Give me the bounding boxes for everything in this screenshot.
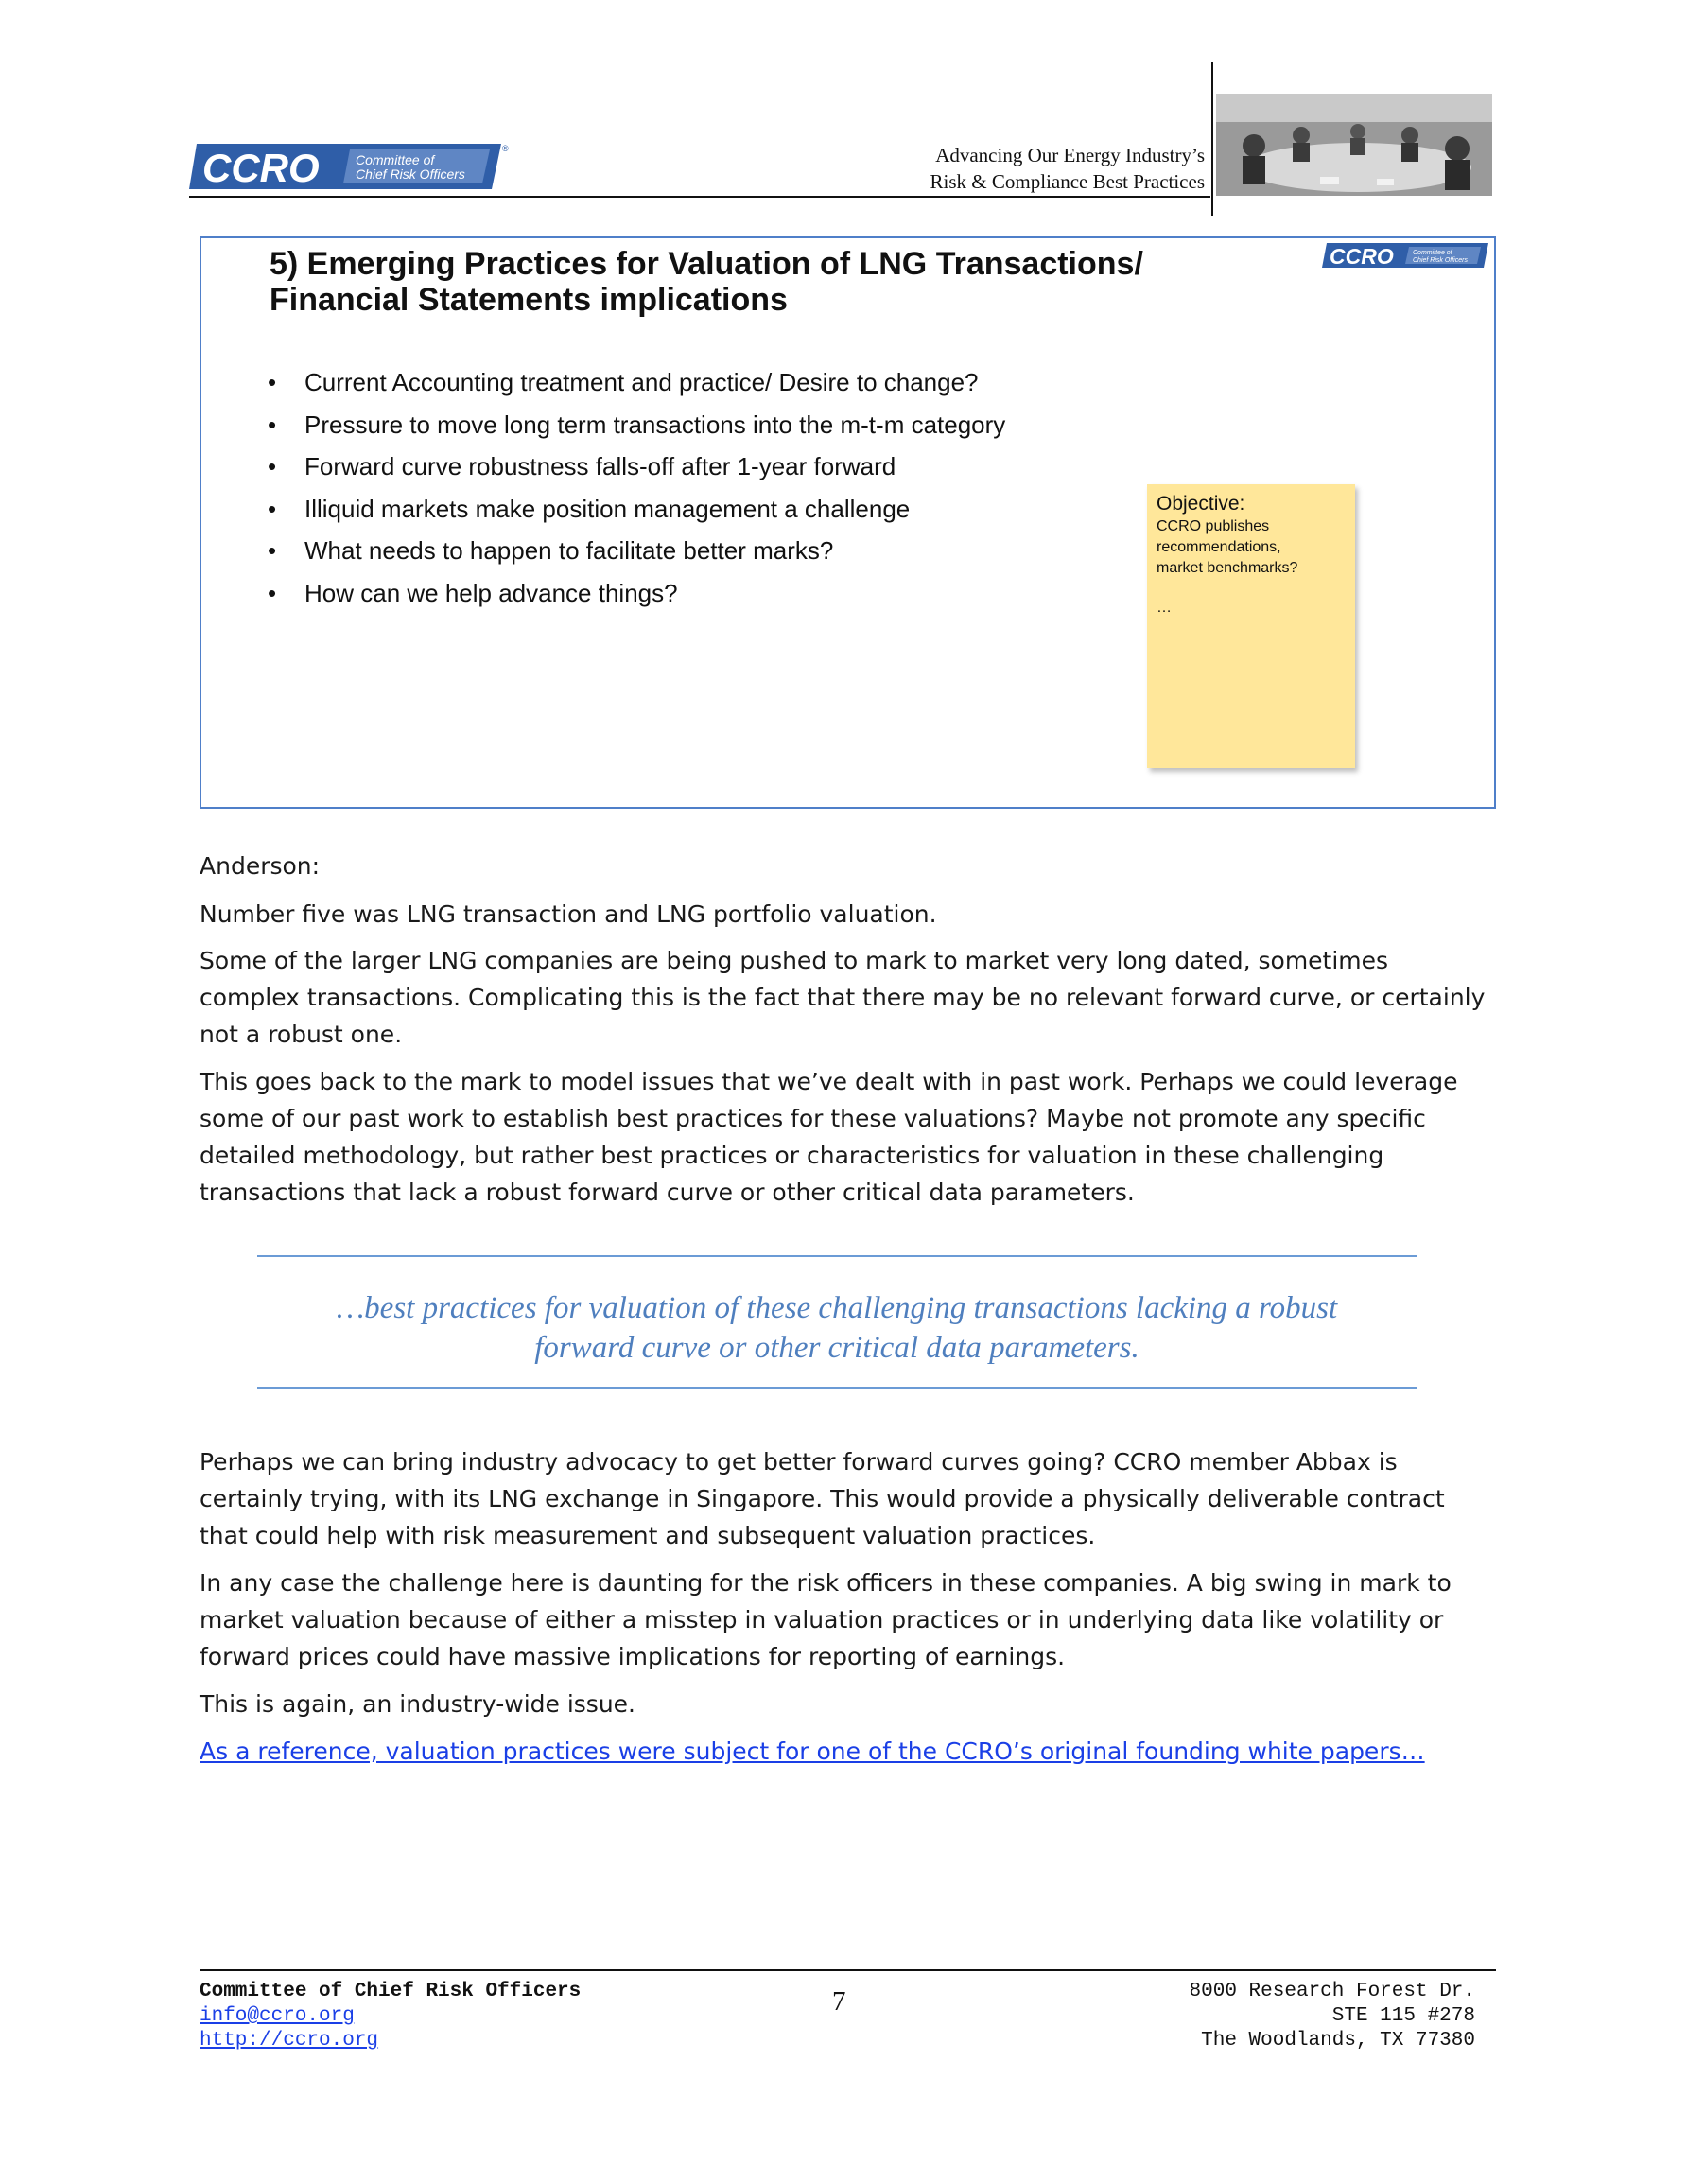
bullet-dot: • [268, 536, 277, 565]
footer-website-link[interactable]: http://ccro.org [200, 2030, 379, 2052]
slide-frame [200, 236, 1496, 809]
paragraph-3: This goes back to the mark to model issues that we’ve dealt with in past work. Perhaps we could leverage some of our past work to establish best practices for these valuations? Maybe not promote any specific detailed methodology, but rather best practices or characteristics for valuation in these challenging transactions that lack a robust forward curve or other critical data parameters. [200, 1068, 1458, 1206]
paragraph-1: Number five was LNG transaction and LNG portfolio valuation. [200, 900, 937, 928]
ccro-logo [189, 142, 511, 191]
logo-wordmark: CCRO [202, 146, 320, 190]
tagline-line-1: Advancing Our Energy Industry’s [935, 144, 1205, 166]
svg-text:Chief Risk Officers: Chief Risk Officers [1413, 257, 1468, 264]
slide-bullet [268, 572, 1005, 615]
sticky-line: recommendations, [1157, 539, 1281, 555]
slide-title [270, 246, 1319, 318]
svg-text:®: ® [502, 144, 509, 153]
paragraph-5: In any case the challenge here is daunting for the risk officers in these companies. A big swing in mark to market valuation because of either a misstep in valuation practices or in underlying data like volatility or forward prices could have massive implications for reporting of earnings. [200, 1569, 1452, 1670]
bullet-text: Current Accounting treatment and practice/ Desire to change? [304, 368, 979, 396]
page-number: 7 [832, 1986, 846, 2017]
footer-address [1190, 1980, 1475, 2053]
quote-rule-bottom [257, 1387, 1417, 1389]
slide-bullet [268, 446, 1005, 488]
sticky-line: CCRO publishes [1157, 518, 1270, 534]
address-line-3: The Woodlands, TX 77380 [1201, 2030, 1475, 2052]
logo-subtitle-1: Committee of [356, 152, 435, 167]
pull-quote [257, 1288, 1417, 1368]
bullet-dot: • [268, 410, 277, 439]
tagline-line-2: Risk & Compliance Best Practices [930, 170, 1205, 193]
bullet-dot: • [268, 578, 277, 607]
footer-rule [200, 1969, 1496, 1971]
paragraph-4: Perhaps we can bring industry advocacy to get better forward curves going? CCRO member Abbax is certainly trying, with its LNG exchange in Singapore. This would provide a physically deliverable contract that could help with risk measurement and subsequent valuation practices. [200, 1448, 1445, 1549]
meeting-photo [1216, 94, 1492, 196]
slide-title-line-2: Financial Statements implications [270, 282, 788, 318]
slide-title-line-1: 5) Emerging Practices for Valuation of LNG Transactions/ [270, 246, 1143, 282]
paragraph-6: This is again, an industry-wide issue. [200, 1690, 635, 1718]
speaker-label: Anderson: [200, 852, 321, 880]
header-vertical-rule [1211, 62, 1213, 216]
slide-bullet [268, 361, 1005, 404]
slide-bullet [268, 404, 1005, 446]
bullet-text: Forward curve robustness falls-off after 1-year forward [304, 452, 896, 480]
slide-ccro-logo [1322, 242, 1490, 269]
paragraph-2: Some of the larger LNG companies are being pushed to mark to market very long dated, sometimes complex transactions. Complicating this is the fact that there may be no relevant forward curve, or certainly not a robust one. [200, 947, 1486, 1048]
footer-email-link[interactable]: info@ccro.org [200, 2005, 355, 2027]
bullet-dot: • [268, 368, 277, 396]
address-line-1: 8000 Research Forest Dr. [1189, 1981, 1475, 2002]
bullet-text: What needs to happen to facilitate better marks? [304, 536, 834, 565]
sticky-line: market benchmarks? [1157, 560, 1298, 576]
footer-contact [200, 1980, 581, 2053]
svg-text:Committee of: Committee of [1413, 250, 1452, 256]
objective-sticky-note [1147, 484, 1355, 768]
bullet-text: How can we help advance things? [304, 578, 678, 607]
header-tagline [732, 142, 1205, 195]
white-paper-link[interactable]: As a reference, valuation practices were subject for one of the CCRO’s original founding white papers… [200, 1738, 1425, 1765]
header-rule [189, 196, 1210, 198]
svg-text:CCRO: CCRO [1330, 244, 1394, 269]
bullet-dot: • [268, 494, 277, 523]
bullet-text: Illiquid markets make position management a challenge [304, 494, 911, 523]
sticky-heading: Objective: [1157, 493, 1245, 515]
slide-bullet [268, 530, 1005, 572]
slide-bullet-list [268, 361, 1005, 614]
bullet-text: Pressure to move long term transactions into the m-t-m category [304, 410, 1006, 439]
sticky-ellipsis: … [1157, 600, 1172, 616]
footer-org-name: Committee of Chief Risk Officers [200, 1981, 582, 2002]
pull-quote-line-2: forward curve or other critical data parameters. [534, 1331, 1139, 1365]
pull-quote-line-1: …best practices for valuation of these challenging transactions lacking a robust [336, 1291, 1338, 1325]
logo-subtitle-2: Chief Risk Officers [356, 166, 465, 182]
bullet-dot: • [268, 452, 277, 480]
slide-bullet [268, 488, 1005, 531]
quote-rule-top [257, 1255, 1417, 1257]
address-line-2: STE 115 #278 [1331, 2005, 1475, 2027]
